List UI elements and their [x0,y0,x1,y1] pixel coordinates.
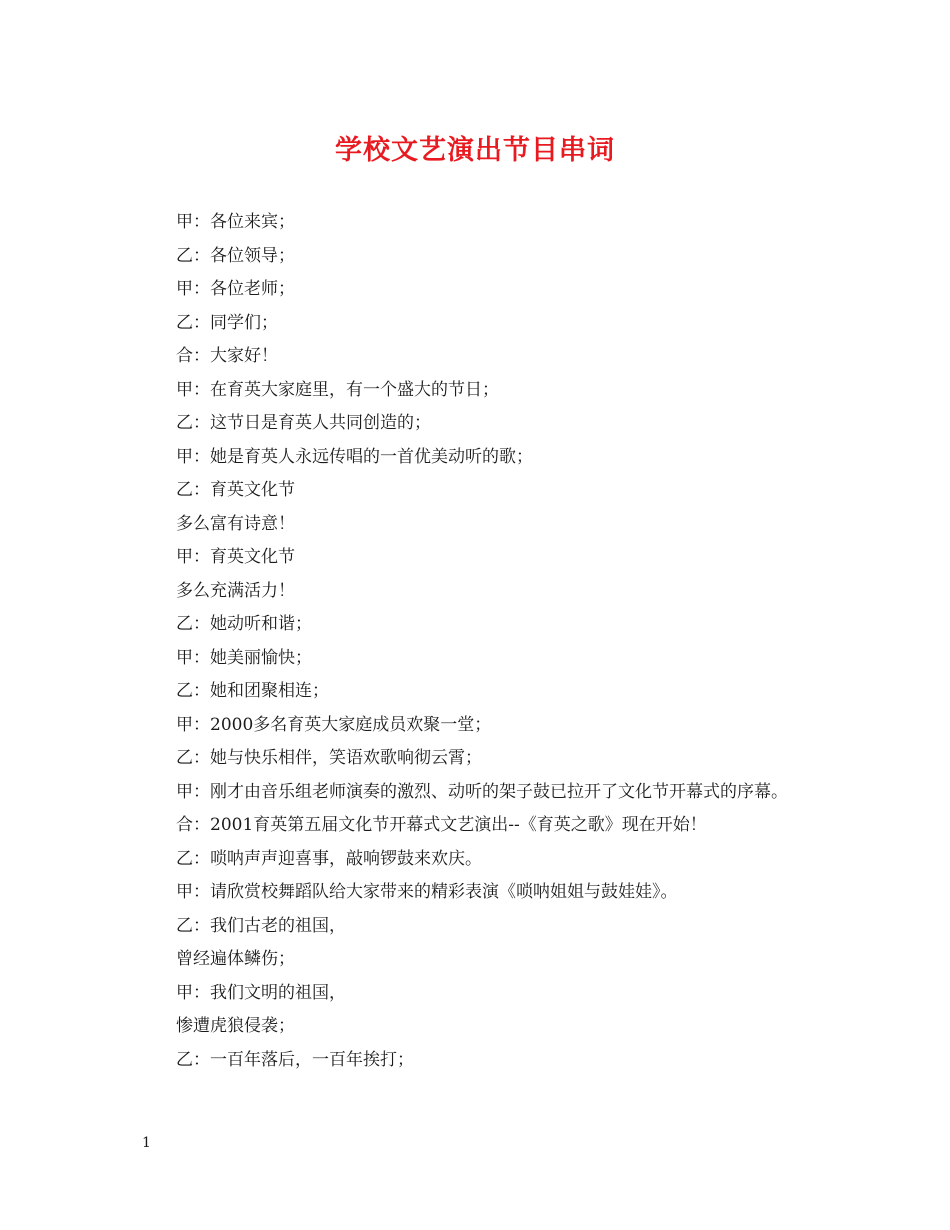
dialogue-line: 甲：她美丽愉快； [176,647,312,668]
dialogue-line: 甲：她是育英人永远传唱的一首优美动听的歌； [176,446,533,467]
dialogue-line: 乙：一百年落后，一百年挨打； [176,1049,414,1070]
page-number: 1 [142,1135,151,1151]
document-title: 学校文艺演出节目串词 [335,135,615,166]
dialogue-line: 甲：各位来宾； [176,212,295,232]
dialogue-line: 合：2001育英第五届文化节开幕式文艺演出--《育英之歌》现在开始！ [176,815,707,835]
dialogue-line: 曾经遍体鳞伤； [176,949,295,969]
dialogue-line: 甲：2000多名育英大家庭成员欢聚一堂； [176,714,492,735]
document-body [142,206,812,1077]
dialogue-line: 甲：育英文化节 [176,547,295,567]
dialogue-line: 惨遭虎狼侵袭； [176,1016,295,1036]
dialogue-line: 甲：各位老师； [176,279,295,299]
dialogue-line: 乙：这节日是育英人共同创造的； [176,413,431,433]
dialogue-line: 甲：在育英大家庭里，有一个盛大的节日； [176,379,499,400]
dialogue-line: 甲：我们文明的祖国， [176,982,346,1003]
dialogue-line: 乙：她与快乐相伴，笑语欢歌响彻云霄； [176,748,482,768]
dialogue-line: 甲：刚才由音乐组老师演奏的激烈、动听的架子鼓已拉开了文化节开幕式的序幕。 [176,781,788,802]
dialogue-line: 乙：唢呐声声迎喜事，敲响锣鼓来欢庆。 [176,848,482,869]
dialogue-line: 乙：她和团聚相连； [176,681,329,701]
dialogue-line: 乙：育英文化节 [176,480,295,500]
dialogue-line: 多么充满活力！ [176,580,295,601]
dialogue-line: 多么富有诗意！ [176,513,295,534]
dialogue-line: 甲：请欣赏校舞蹈队给大家带来的精彩表演《唢呐姐姐与鼓娃娃》。 [176,882,678,902]
dialogue-line: 乙：她动听和谐； [176,614,312,634]
dialogue-line: 合：大家好！ [176,346,278,366]
dialogue-line: 乙：我们古老的祖国， [176,915,346,936]
dialogue-line: 乙：同学们； [176,312,278,333]
dialogue-line: 乙：各位领导； [176,245,295,266]
